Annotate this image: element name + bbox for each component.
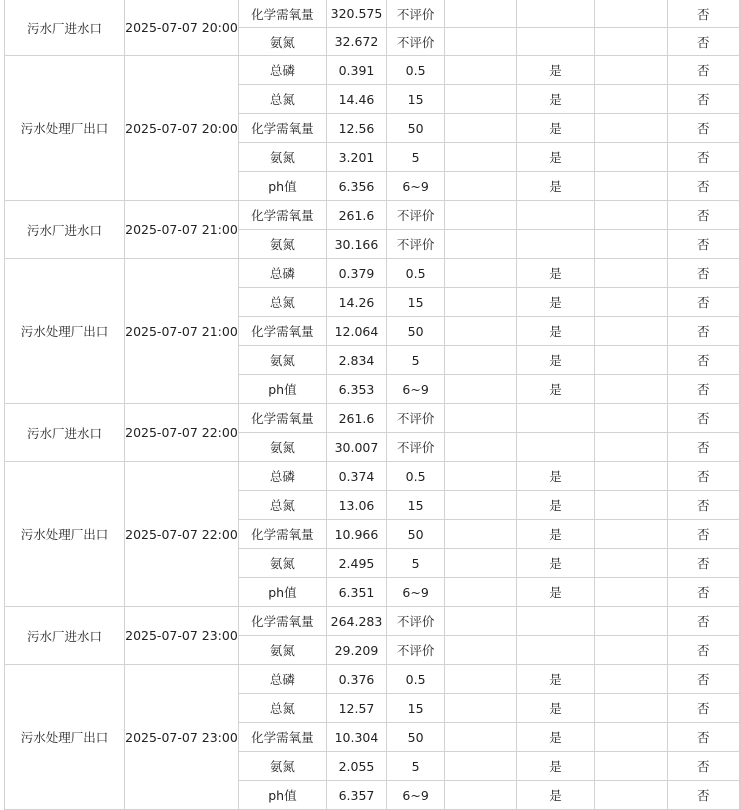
exceeds-cell: 否	[667, 607, 739, 636]
meets-standard-cell: 是	[517, 752, 594, 781]
empty-cell	[594, 288, 667, 317]
empty-cell	[594, 781, 667, 810]
empty-cell	[445, 636, 517, 665]
limit-cell: 15	[386, 85, 444, 114]
exceeds-cell: 否	[667, 375, 739, 404]
table-row	[5, 56, 741, 85]
exceeds-cell: 否	[667, 288, 739, 317]
meets-standard-cell: 是	[517, 317, 594, 346]
table-row	[5, 259, 741, 288]
meets-standard-cell: 是	[517, 143, 594, 172]
limit-cell: 不评价	[386, 28, 444, 56]
empty-cell	[594, 752, 667, 781]
exceeds-cell: 否	[667, 520, 739, 549]
empty-cell	[740, 607, 741, 636]
meets-standard-cell: 是	[517, 781, 594, 810]
empty-cell	[445, 578, 517, 607]
value-cell: 0.374	[327, 462, 387, 491]
meets-standard-cell: 是	[517, 578, 594, 607]
empty-cell	[594, 56, 667, 85]
empty-cell	[594, 549, 667, 578]
empty-cell	[445, 404, 517, 433]
exceeds-cell: 否	[667, 549, 739, 578]
empty-cell	[594, 375, 667, 404]
empty-cell	[594, 143, 667, 172]
table-row	[5, 404, 741, 433]
empty-cell	[740, 636, 741, 665]
meets-standard-cell: 是	[517, 346, 594, 375]
limit-cell: 15	[386, 491, 444, 520]
empty-cell	[740, 694, 741, 723]
limit-cell: 5	[386, 143, 444, 172]
meets-standard-cell	[517, 0, 594, 28]
item-cell: 总磷	[238, 259, 326, 288]
meets-standard-cell: 是	[517, 520, 594, 549]
exceeds-cell: 否	[667, 317, 739, 346]
value-cell: 6.356	[327, 172, 387, 201]
value-cell: 14.26	[327, 288, 387, 317]
empty-cell	[445, 85, 517, 114]
limit-cell: 不评价	[386, 230, 444, 259]
exceeds-cell: 否	[667, 0, 739, 28]
exceeds-cell: 否	[667, 665, 739, 694]
value-cell: 2.834	[327, 346, 387, 375]
item-cell: 氨氮	[238, 433, 326, 462]
time-cell: 2025-07-07 21:00	[125, 201, 239, 259]
empty-cell	[594, 0, 667, 28]
meets-standard-cell	[517, 28, 594, 56]
time-cell: 2025-07-07 22:00	[125, 404, 239, 462]
item-cell: 总氮	[238, 85, 326, 114]
meets-standard-cell	[517, 636, 594, 665]
time-cell: 2025-07-07 20:00	[125, 0, 239, 56]
empty-cell	[740, 56, 741, 85]
meets-standard-cell: 是	[517, 288, 594, 317]
value-cell: 3.201	[327, 143, 387, 172]
exceeds-cell: 否	[667, 201, 739, 230]
meets-standard-cell: 是	[517, 172, 594, 201]
exceeds-cell: 否	[667, 172, 739, 201]
limit-cell: 不评价	[386, 0, 444, 28]
limit-cell: 6~9	[386, 781, 444, 810]
meets-standard-cell: 是	[517, 56, 594, 85]
empty-cell	[445, 0, 517, 28]
table-row	[5, 201, 741, 230]
item-cell: 化学需氧量	[238, 317, 326, 346]
meets-standard-cell	[517, 607, 594, 636]
value-cell: 0.391	[327, 56, 387, 85]
item-cell: 化学需氧量	[238, 114, 326, 143]
empty-cell	[740, 172, 741, 201]
table-row	[5, 0, 741, 28]
exceeds-cell: 否	[667, 346, 739, 375]
empty-cell	[594, 346, 667, 375]
site-cell: 污水厂进水口	[5, 0, 125, 56]
empty-cell	[740, 578, 741, 607]
table-row	[5, 462, 741, 491]
empty-cell	[594, 201, 667, 230]
empty-cell	[445, 56, 517, 85]
limit-cell: 0.5	[386, 259, 444, 288]
empty-cell	[445, 549, 517, 578]
limit-cell: 6~9	[386, 375, 444, 404]
limit-cell: 不评价	[386, 433, 444, 462]
empty-cell	[740, 0, 741, 28]
empty-cell	[594, 607, 667, 636]
empty-cell	[445, 143, 517, 172]
time-cell: 2025-07-07 21:00	[125, 259, 239, 404]
empty-cell	[740, 201, 741, 230]
empty-cell	[445, 752, 517, 781]
meets-standard-cell: 是	[517, 694, 594, 723]
table-row	[5, 665, 741, 694]
time-cell: 2025-07-07 23:00	[125, 665, 239, 810]
empty-cell	[594, 259, 667, 288]
limit-cell: 5	[386, 346, 444, 375]
monitoring-table	[4, 0, 741, 810]
value-cell: 264.283	[327, 607, 387, 636]
empty-cell	[740, 549, 741, 578]
empty-cell	[594, 172, 667, 201]
value-cell: 2.495	[327, 549, 387, 578]
value-cell: 29.209	[327, 636, 387, 665]
empty-cell	[445, 462, 517, 491]
empty-cell	[594, 230, 667, 259]
value-cell: 12.064	[327, 317, 387, 346]
meets-standard-cell: 是	[517, 549, 594, 578]
meets-standard-cell: 是	[517, 259, 594, 288]
value-cell: 13.06	[327, 491, 387, 520]
empty-cell	[445, 114, 517, 143]
empty-cell	[594, 636, 667, 665]
item-cell: 氨氮	[238, 143, 326, 172]
empty-cell	[594, 28, 667, 56]
empty-cell	[740, 259, 741, 288]
limit-cell: 0.5	[386, 462, 444, 491]
site-cell: 污水处理厂出口	[5, 462, 125, 607]
empty-cell	[740, 491, 741, 520]
meets-standard-cell: 是	[517, 462, 594, 491]
meets-standard-cell	[517, 433, 594, 462]
empty-cell	[740, 752, 741, 781]
value-cell: 6.351	[327, 578, 387, 607]
exceeds-cell: 否	[667, 114, 739, 143]
empty-cell	[594, 694, 667, 723]
empty-cell	[740, 114, 741, 143]
value-cell: 12.56	[327, 114, 387, 143]
empty-cell	[740, 781, 741, 810]
empty-cell	[740, 433, 741, 462]
value-cell: 0.376	[327, 665, 387, 694]
limit-cell: 0.5	[386, 665, 444, 694]
item-cell: 氨氮	[238, 28, 326, 56]
empty-cell	[445, 665, 517, 694]
exceeds-cell: 否	[667, 56, 739, 85]
item-cell: ph值	[238, 781, 326, 810]
item-cell: 总磷	[238, 56, 326, 85]
limit-cell: 50	[386, 723, 444, 752]
empty-cell	[594, 317, 667, 346]
meets-standard-cell	[517, 201, 594, 230]
limit-cell: 5	[386, 549, 444, 578]
exceeds-cell: 否	[667, 694, 739, 723]
empty-cell	[740, 85, 741, 114]
item-cell: 化学需氧量	[238, 520, 326, 549]
empty-cell	[445, 375, 517, 404]
empty-cell	[740, 404, 741, 433]
empty-cell	[445, 230, 517, 259]
item-cell: 总磷	[238, 462, 326, 491]
item-cell: 氨氮	[238, 346, 326, 375]
item-cell: 化学需氧量	[238, 0, 326, 28]
empty-cell	[445, 694, 517, 723]
limit-cell: 15	[386, 694, 444, 723]
limit-cell: 6~9	[386, 172, 444, 201]
site-cell: 污水处理厂出口	[5, 56, 125, 201]
value-cell: 6.353	[327, 375, 387, 404]
empty-cell	[445, 491, 517, 520]
limit-cell: 不评价	[386, 404, 444, 433]
item-cell: ph值	[238, 578, 326, 607]
value-cell: 32.672	[327, 28, 387, 56]
meets-standard-cell: 是	[517, 85, 594, 114]
meets-standard-cell	[517, 230, 594, 259]
limit-cell: 50	[386, 520, 444, 549]
limit-cell: 15	[386, 288, 444, 317]
empty-cell	[594, 665, 667, 694]
empty-cell	[740, 28, 741, 56]
exceeds-cell: 否	[667, 578, 739, 607]
exceeds-cell: 否	[667, 28, 739, 56]
empty-cell	[445, 28, 517, 56]
empty-cell	[445, 723, 517, 752]
item-cell: 总氮	[238, 288, 326, 317]
item-cell: ph值	[238, 172, 326, 201]
site-cell: 污水处理厂出口	[5, 665, 125, 810]
time-cell: 2025-07-07 23:00	[125, 607, 239, 665]
value-cell: 261.6	[327, 404, 387, 433]
empty-cell	[740, 346, 741, 375]
limit-cell: 50	[386, 317, 444, 346]
item-cell: 化学需氧量	[238, 607, 326, 636]
exceeds-cell: 否	[667, 491, 739, 520]
value-cell: 30.007	[327, 433, 387, 462]
item-cell: 总氮	[238, 491, 326, 520]
item-cell: 氨氮	[238, 549, 326, 578]
empty-cell	[594, 433, 667, 462]
value-cell: 12.57	[327, 694, 387, 723]
limit-cell: 不评价	[386, 607, 444, 636]
exceeds-cell: 否	[667, 404, 739, 433]
limit-cell: 0.5	[386, 56, 444, 85]
time-cell: 2025-07-07 22:00	[125, 462, 239, 607]
exceeds-cell: 否	[667, 433, 739, 462]
empty-cell	[740, 723, 741, 752]
exceeds-cell: 否	[667, 230, 739, 259]
empty-cell	[594, 404, 667, 433]
item-cell: 总氮	[238, 694, 326, 723]
item-cell: 化学需氧量	[238, 201, 326, 230]
meets-standard-cell: 是	[517, 723, 594, 752]
site-cell: 污水厂进水口	[5, 607, 125, 665]
empty-cell	[740, 317, 741, 346]
exceeds-cell: 否	[667, 462, 739, 491]
empty-cell	[740, 665, 741, 694]
exceeds-cell: 否	[667, 752, 739, 781]
meets-standard-cell: 是	[517, 665, 594, 694]
value-cell: 320.575	[327, 0, 387, 28]
empty-cell	[594, 578, 667, 607]
empty-cell	[445, 172, 517, 201]
empty-cell	[445, 781, 517, 810]
value-cell: 261.6	[327, 201, 387, 230]
meets-standard-cell: 是	[517, 114, 594, 143]
exceeds-cell: 否	[667, 636, 739, 665]
empty-cell	[445, 259, 517, 288]
item-cell: 氨氮	[238, 230, 326, 259]
item-cell: 总磷	[238, 665, 326, 694]
site-cell: 污水厂进水口	[5, 201, 125, 259]
exceeds-cell: 否	[667, 143, 739, 172]
value-cell: 10.966	[327, 520, 387, 549]
empty-cell	[445, 288, 517, 317]
empty-cell	[740, 375, 741, 404]
meets-standard-cell: 是	[517, 375, 594, 404]
limit-cell: 6~9	[386, 578, 444, 607]
empty-cell	[740, 143, 741, 172]
empty-cell	[594, 491, 667, 520]
limit-cell: 不评价	[386, 201, 444, 230]
time-cell: 2025-07-07 20:00	[125, 56, 239, 201]
item-cell: ph值	[238, 375, 326, 404]
meets-standard-cell	[517, 404, 594, 433]
table-row	[5, 607, 741, 636]
empty-cell	[445, 346, 517, 375]
value-cell: 30.166	[327, 230, 387, 259]
empty-cell	[445, 433, 517, 462]
site-cell: 污水处理厂出口	[5, 259, 125, 404]
empty-cell	[740, 230, 741, 259]
empty-cell	[594, 520, 667, 549]
empty-cell	[445, 607, 517, 636]
exceeds-cell: 否	[667, 85, 739, 114]
empty-cell	[594, 114, 667, 143]
exceeds-cell: 否	[667, 781, 739, 810]
item-cell: 氨氮	[238, 752, 326, 781]
empty-cell	[445, 520, 517, 549]
empty-cell	[594, 723, 667, 752]
empty-cell	[445, 317, 517, 346]
value-cell: 2.055	[327, 752, 387, 781]
empty-cell	[594, 85, 667, 114]
limit-cell: 5	[386, 752, 444, 781]
meets-standard-cell: 是	[517, 491, 594, 520]
empty-cell	[740, 520, 741, 549]
empty-cell	[740, 462, 741, 491]
item-cell: 化学需氧量	[238, 723, 326, 752]
value-cell: 6.357	[327, 781, 387, 810]
site-cell: 污水厂进水口	[5, 404, 125, 462]
value-cell: 0.379	[327, 259, 387, 288]
limit-cell: 不评价	[386, 636, 444, 665]
exceeds-cell: 否	[667, 723, 739, 752]
item-cell: 化学需氧量	[238, 404, 326, 433]
value-cell: 14.46	[327, 85, 387, 114]
table-body	[5, 0, 741, 810]
empty-cell	[594, 462, 667, 491]
limit-cell: 50	[386, 114, 444, 143]
empty-cell	[740, 288, 741, 317]
exceeds-cell: 否	[667, 259, 739, 288]
empty-cell	[445, 201, 517, 230]
item-cell: 氨氮	[238, 636, 326, 665]
value-cell: 10.304	[327, 723, 387, 752]
